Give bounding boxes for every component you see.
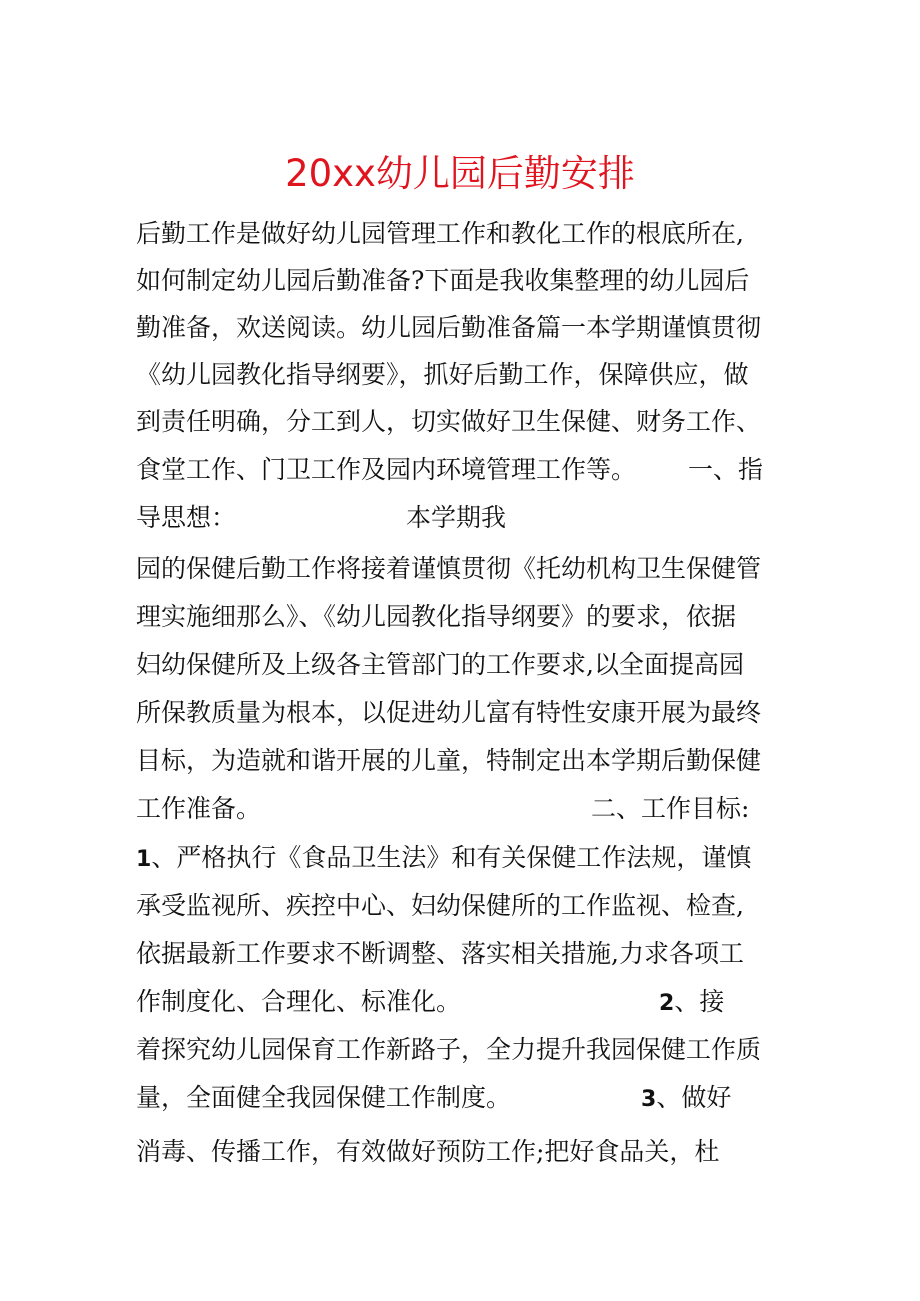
body-text: 本学期我 <box>406 503 507 532</box>
body-text: 妇幼保健所及上级各主管部门的工作要求,以全面提高园 <box>136 650 744 679</box>
body-line <box>136 261 796 301</box>
body-line <box>136 597 796 637</box>
body-text: 目标，为造就和谐开展的儿童，特制定出本学期后勤保健 <box>136 746 762 775</box>
body-line <box>136 1030 796 1070</box>
list-number-3: 3 <box>641 1087 657 1112</box>
body-line <box>136 308 796 348</box>
body-text: 理实施细那么》、《幼儿园教化指导纲要》的要求，依据 <box>136 602 737 631</box>
body-text: 依据最新工作要求不断调整、落实相关措施,力求各项工 <box>136 939 744 968</box>
body-text: 消毒、传播工作，有效做好预防工作;把好食品关，杜 <box>136 1137 720 1166</box>
body-text: 如何制定幼儿园后勤准备?下面是我收集整理的幼儿园后 <box>136 266 750 295</box>
body-text: 工作准备。 <box>136 794 262 823</box>
document-title: 20xx幼儿园后勤安排 <box>285 152 635 195</box>
body-line <box>136 498 796 538</box>
body-text: 《幼儿园教化指导纲要》，抓好后勤工作，保障供应，做 <box>136 360 749 389</box>
body-line <box>136 402 796 442</box>
body-text: 、做好 <box>656 1083 732 1112</box>
section-heading-1: 一、指 <box>688 455 764 484</box>
body-text: 作制度化、合理化、标准化。 <box>136 987 462 1016</box>
body-line <box>136 645 796 685</box>
body-line <box>136 934 796 974</box>
body-text: 量，全面健全我园保健工作制度。 <box>136 1083 512 1112</box>
body-text: 着探究幼儿园保育工作新路子，全力提升我园保健工作质 <box>136 1035 762 1064</box>
body-line <box>136 886 796 926</box>
body-line <box>136 214 796 254</box>
body-text: 后勤工作是做好幼儿园管理工作和教化工作的根底所在, <box>136 219 744 248</box>
section-heading-2: 二、工作目标: <box>591 794 750 823</box>
body-text: 、严格执行《食品卫生法》和有关保健工作法规，谨慎 <box>151 843 752 872</box>
body-line <box>136 838 796 878</box>
list-number-1: 1 <box>136 847 152 872</box>
section-heading-1-cont: 导思想： <box>136 503 237 532</box>
body-text: 、接 <box>674 987 725 1016</box>
body-line <box>136 693 796 733</box>
body-text: 食堂工作、门卫工作及园内环境管理工作等。 <box>136 455 637 484</box>
body-line <box>136 450 796 490</box>
body-line <box>136 789 796 829</box>
body-line <box>136 1132 796 1172</box>
body-text: 园的保健后勤工作将接着谨慎贯彻《托幼机构卫生保健管 <box>136 554 762 583</box>
body-text: 所保教质量为根本，以促进幼儿富有特性安康开展为最终 <box>136 698 762 727</box>
body-line <box>136 355 796 395</box>
body-line <box>136 741 796 781</box>
body-line <box>136 549 796 589</box>
body-text: 到责任明确，分工到人，切实做好卫生保健、财务工作、 <box>136 407 762 436</box>
body-line <box>136 982 796 1022</box>
body-line <box>136 1078 796 1118</box>
list-number-2: 2 <box>659 991 675 1016</box>
body-text: 承受监视所、疾控中心、妇幼保健所的工作监视、检查, <box>136 891 744 920</box>
body-text: 勤准备，欢送阅读。幼儿园后勤准备篇一本学期谨慎贯彻 <box>136 313 762 342</box>
